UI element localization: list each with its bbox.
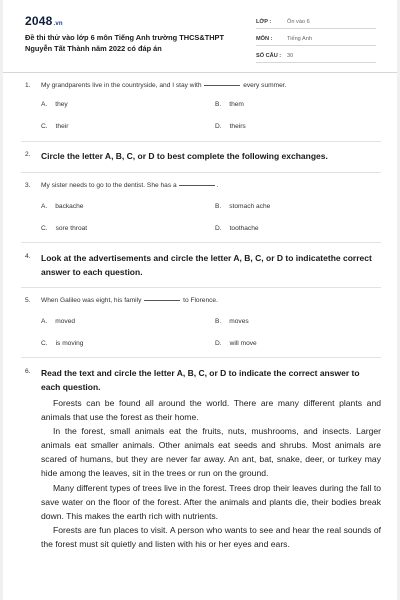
question-number: 2.: [25, 151, 31, 158]
question-1: [25, 82, 381, 140]
option-b[interactable]: B. moves: [215, 318, 249, 325]
question-number: 5.: [25, 297, 31, 304]
meta-class: LỚP : Ôn vào 6: [256, 15, 376, 29]
option-d[interactable]: D. will move: [215, 340, 257, 347]
question-text: My grandparents live in the countryside, and I stay with every summer.: [41, 82, 287, 89]
option-a[interactable]: A. they: [41, 101, 68, 108]
exam-meta: [256, 15, 376, 66]
answer-blank: [144, 299, 180, 301]
answer-blank: [204, 84, 240, 86]
header: [3, 0, 397, 73]
reading-passage: [41, 396, 381, 551]
passage-paragraph: Forests can be found all around the world. There are many different plants and animals that use the forest as their home.: [41, 398, 381, 423]
divider: [21, 141, 381, 142]
option-c[interactable]: C. sore throat: [41, 225, 88, 232]
option-d[interactable]: D. toothache: [215, 225, 259, 232]
answer-blank: [179, 184, 215, 186]
question-number: 6.: [25, 368, 31, 375]
question-number: 1.: [25, 82, 31, 89]
question-text: When Galileo was eight, his family to Florence.: [41, 297, 218, 304]
question-text: My sister needs to go to the dentist. She has a .: [41, 182, 219, 189]
section-instruction: Circle the letter A, B, C, or D to best complete the following exchanges.: [41, 151, 328, 161]
divider: [21, 357, 381, 358]
passage-paragraph: Forests are fun places to visit. A person who wants to see and hear the real sounds of the forest must sit quietly and listen with his or her eyes and ears.: [41, 524, 381, 549]
divider: [21, 242, 381, 243]
divider: [21, 172, 381, 173]
section-instruction: Look at the advertisements and circle the letter A, B, C, or D to indicatethe correct answer to each question.: [41, 253, 372, 277]
question-2: [25, 149, 381, 169]
passage-paragraph: Many different types of trees live in the forest. Trees drop their leaves during the fall to save water on the floor of the forest. After the animals and plants die, their bodies break down. This makes the earth rich with nutrients.: [41, 482, 381, 521]
option-c[interactable]: C. their: [41, 123, 69, 130]
meta-question-count: SỐ CÂU : 30: [256, 49, 376, 63]
question-number: 3.: [25, 182, 31, 189]
question-3: [25, 182, 381, 240]
option-a[interactable]: A. moved: [41, 318, 76, 325]
option-c[interactable]: C. is moving: [41, 340, 84, 347]
option-a[interactable]: A. backache: [41, 203, 84, 210]
divider: [21, 287, 381, 288]
option-b[interactable]: B. stomach ache: [215, 203, 271, 210]
question-4: [25, 251, 381, 281]
question-number: 4.: [25, 253, 31, 260]
option-d[interactable]: D. theirs: [215, 123, 246, 130]
document-title: Đề thi thử vào lớp 6 môn Tiếng Anh trường THCS&THPT Nguyễn Tất Thành năm 2022 có đáp án: [25, 33, 224, 53]
site-logo[interactable]: 2048.vn: [25, 14, 63, 28]
section-instruction: Read the text and circle the letter A, B, C, or D to indicate the correct answer to each question.: [41, 368, 360, 392]
option-b[interactable]: B. them: [215, 101, 244, 108]
question-6: [25, 366, 381, 396]
passage-paragraph: In the forest, small animals eat the fruits, nuts, mushrooms, and insects. Larger animals eat smaller animals. Other animals eat seeds and shrubs. Most animals are scared of humans, but they are never far away. An ant, bat, snake, deer, or turkey may hide among the leaves, sit in the trees or run on the ground.: [41, 426, 381, 479]
worksheet-page: [3, 0, 397, 600]
meta-subject: MÔN : Tiếng Anh: [256, 32, 376, 46]
question-5: [25, 297, 381, 355]
